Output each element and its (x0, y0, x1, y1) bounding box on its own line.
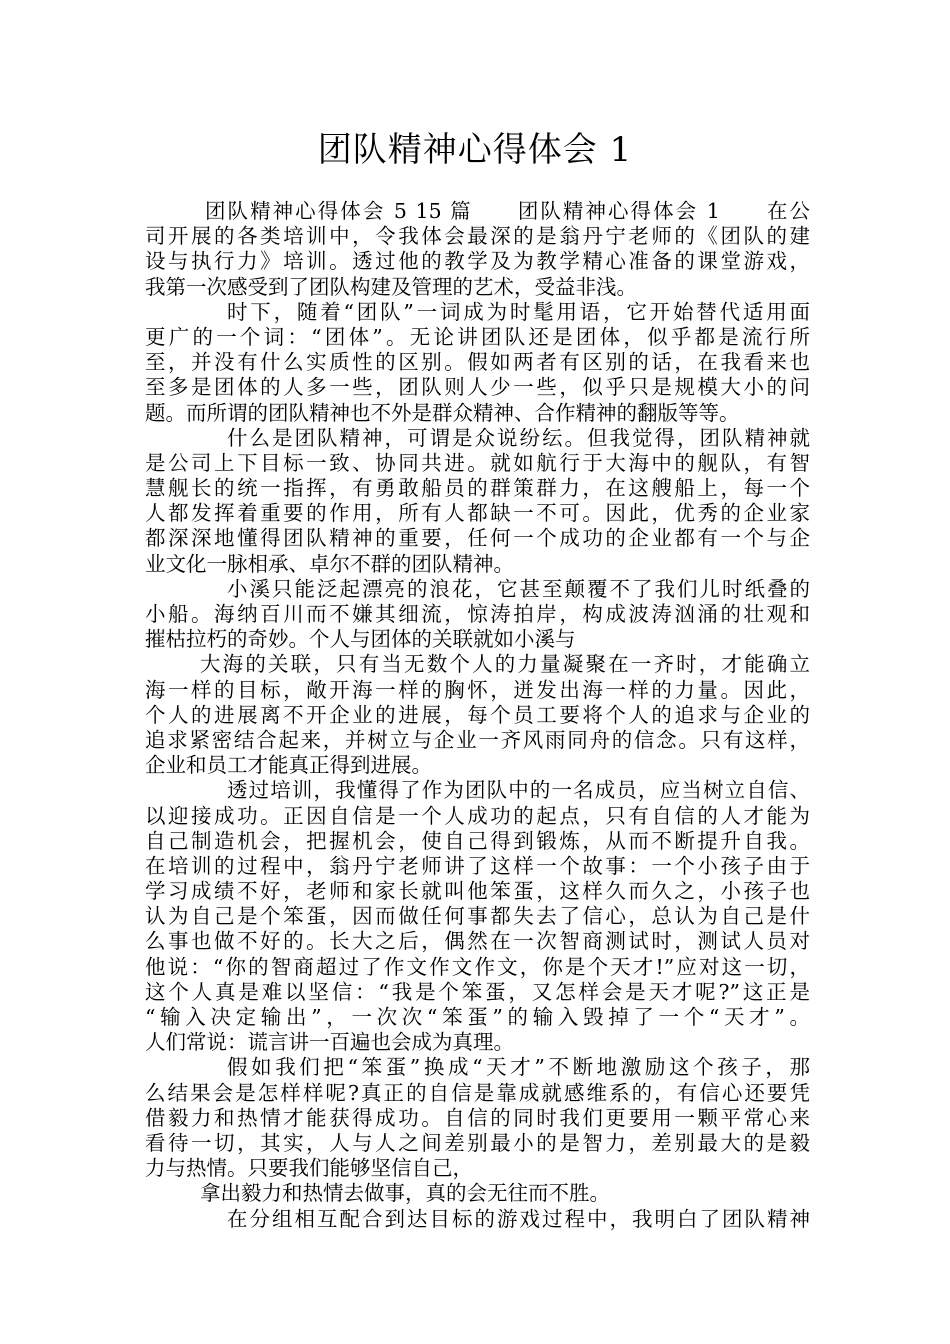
text-line: 在培训的过程中，翁丹宁老师讲了这样一个故事：一个小孩子由于 (145, 853, 810, 878)
text-line: 假如我们把“笨蛋”换成“天才”不断地激励这个孩子，那 (227, 1055, 810, 1080)
text-line: 看待一切，其实，人与人之间差别最小的是智力，差别最大的是毅 (145, 1130, 810, 1155)
text-line: 更广的一个词：“团体”。无论讲团队还是团体，似乎都是流行所 (145, 324, 810, 349)
text-line: 团队精神心得体会 5 15 篇 团队精神心得体会 1 在公 (205, 199, 810, 223)
text-line: 什么是团队精神，可谓是众说纷纭。但我觉得，团队精神就 (227, 425, 810, 450)
text-line: 海一样的目标，敞开海一样的胸怀，迸发出海一样的力量。因此， (145, 677, 810, 702)
text-line: 人都发挥着重要的作用，所有人都缺一不可。因此，优秀的企业家 (145, 501, 810, 526)
text-line: 小溪只能泛起漂亮的浪花，它甚至颠覆不了我们儿时纸叠的 (227, 576, 810, 601)
text-line: 是公司上下目标一致、协同共进。就如航行于大海中的舰队，有智 (145, 450, 810, 475)
text-line: 都深深地懂得团队精神的重要，任何一个成功的企业都有一个与企 (145, 526, 810, 551)
text-line: 业文化一脉相承、卓尔不群的团队精神。 (145, 551, 514, 576)
text-line: 力与热情。只要我们能够坚信自己， (145, 1156, 473, 1181)
text-line: 大海的关联，只有当无数个人的力量凝聚在一齐时，才能确立 (200, 652, 810, 677)
text-line: 企业和员工才能真正得到进展。 (145, 753, 432, 778)
text-line: 么事也做不好的。长大之后，偶然在一次智商测试时，测试人员对 (145, 929, 810, 954)
text-line: 人们常说：谎言讲一百遍也会成为真理。 (145, 1030, 514, 1055)
text-line: 至多是团体的人多一些，团队则人少一些，似乎只是规模大小的问 (145, 375, 810, 400)
text-line: 拿出毅力和热情去做事，真的会无往而不胜。 (200, 1181, 610, 1206)
text-line: 司开展的各类培训中，令我体会最深的是翁丹宁老师的《团队的建 (145, 224, 810, 249)
text-line: 小船。海纳百川而不嫌其细流，惊涛拍岸，构成波涛汹涌的壮观和 (145, 602, 810, 626)
text-line: 设与执行力》培训。透过他的教学及为教学精心准备的课堂游戏， (145, 249, 810, 274)
text-line: 他说：“你的智商超过了作文作文作文，你是个天才!”应对这一切， (145, 954, 810, 979)
text-line: 至，并没有什么实质性的区别。假如两者有区别的话，在我看来也 (145, 350, 810, 375)
text-line: 时下，随着“团队”一词成为时髦用语，它开始替代适用面 (227, 299, 810, 324)
text-line: 透过培训，我懂得了作为团队中的一名成员，应当树立自信、 (227, 778, 810, 803)
text-line: 追求紧密结合起来，并树立与企业一齐风雨同舟的信念。只有这样， (145, 727, 810, 752)
text-line: 自己制造机会，把握机会，使自己得到锻炼，从而不断提升自我。 (145, 828, 810, 853)
text-line: 么结果会是怎样样呢?真正的自信是靠成就感维系的，有信心还要凭 (145, 1080, 810, 1105)
text-line: 摧枯拉朽的奇妙。个人与团体的关联就如小溪与 (145, 627, 576, 652)
text-line: 题。而所谓的团队精神也不外是群众精神、合作精神的翻版等等。 (145, 400, 740, 425)
text-line: 在分组相互配合到达目标的游戏过程中，我明白了团队精神 (227, 1206, 810, 1231)
document-body (145, 199, 810, 1232)
text-line: 以迎接成功。正因自信是一个人成功的起点，只有自信的人才能为 (145, 803, 810, 828)
text-line: 借毅力和热情才能获得成功。自信的同时我们更要用一颗平常心来 (145, 1105, 810, 1130)
document-title: 团队精神心得体会 1 (317, 130, 633, 170)
text-line: 个人的进展离不开企业的进展，每个员工要将个人的追求与企业的 (145, 702, 810, 727)
text-line: 慧舰长的统一指挥，有勇敢船员的群策群力，在这艘船上，每一个 (145, 476, 810, 501)
text-line: 认为自己是个笨蛋，因而做任何事都失去了信心，总认为自己是什 (145, 904, 810, 929)
text-line: 这个人真是难以坚信：“我是个笨蛋，又怎样会是天才呢?”这正是 (145, 979, 810, 1004)
text-line: 我第一次感受到了团队构建及管理的艺术，受益非浅。 (145, 274, 637, 299)
text-line: “输入决定输出”，一次次“笨蛋”的输入毁掉了一个“天才”。 (145, 1005, 810, 1029)
text-line: 学习成绩不好，老师和家长就叫他笨蛋，这样久而久之，小孩子也 (145, 879, 810, 904)
